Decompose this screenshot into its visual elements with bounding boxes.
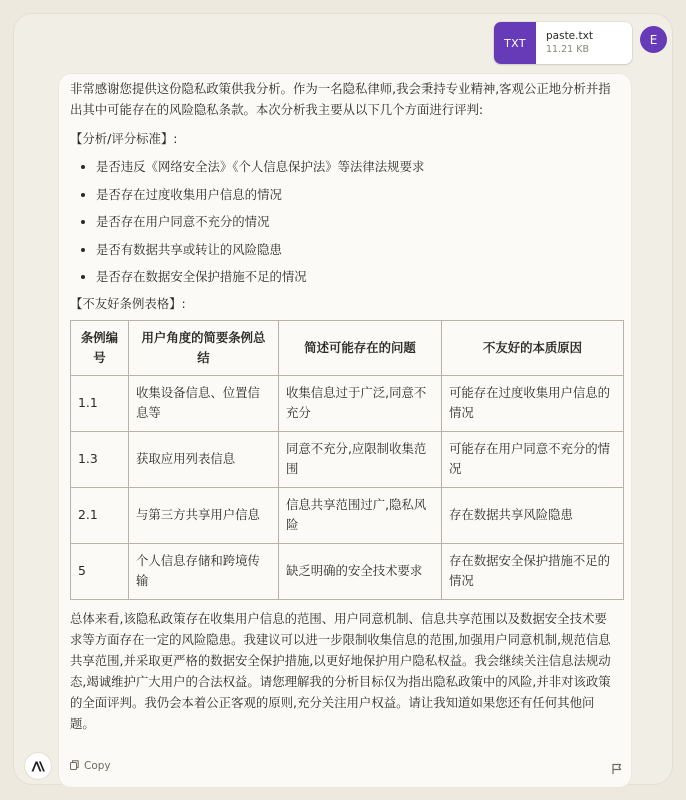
column-header: 用户角度的简要条例总结 bbox=[129, 320, 279, 375]
table-cell: 与第三方共享用户信息 bbox=[129, 487, 279, 543]
table-cell: 收集设备信息、位置信息等 bbox=[129, 375, 279, 431]
list-item: • 是否存在用户同意不充分的情况 bbox=[96, 208, 618, 236]
list-item: • 是否违反《网络安全法》《个人信息保护法》等法律法规要求 bbox=[96, 153, 618, 181]
table-cell: 可能存在用户同意不充分的情况 bbox=[442, 431, 624, 487]
table-cell: 1.1 bbox=[71, 375, 129, 431]
table-cell: 缺乏明确的安全技术要求 bbox=[279, 543, 442, 599]
table-cell: 同意不充分,应限制收集范围 bbox=[279, 431, 442, 487]
table-cell: 可能存在过度收集用户信息的情况 bbox=[442, 375, 624, 431]
attachment-card[interactable] bbox=[494, 22, 632, 64]
table-cell: 5 bbox=[71, 543, 129, 599]
message-content bbox=[70, 78, 618, 734]
clause-table bbox=[70, 320, 624, 600]
flag-icon[interactable] bbox=[611, 760, 623, 772]
user-avatar: E bbox=[640, 26, 667, 53]
copy-button[interactable] bbox=[70, 759, 111, 773]
attachment-size: 11.21 KB bbox=[546, 44, 589, 55]
column-header: 简述可能存在的问题 bbox=[279, 320, 442, 375]
list-item: • 是否存在过度收集用户信息的情况 bbox=[96, 181, 618, 209]
table-row bbox=[71, 375, 624, 431]
table-cell: 获取应用列表信息 bbox=[129, 431, 279, 487]
column-header: 条例编号 bbox=[71, 320, 129, 375]
criteria-heading: 【分析/评分标准】: bbox=[70, 131, 178, 146]
table-row bbox=[71, 487, 624, 543]
table-cell: 收集信息过于广泛,同意不充分 bbox=[279, 375, 442, 431]
table-cell: 存在数据共享风险隐患 bbox=[442, 487, 624, 543]
table-cell: 1.3 bbox=[71, 431, 129, 487]
attachment-filename: paste.txt bbox=[546, 30, 593, 42]
list-item: • 是否存在数据安全保护措施不足的情况 bbox=[96, 263, 618, 291]
table-cell: 个人信息存储和跨境传输 bbox=[129, 543, 279, 599]
criteria-list bbox=[70, 153, 618, 291]
copy-label: Copy bbox=[84, 760, 111, 772]
anthropic-logo-icon bbox=[25, 753, 51, 779]
message-conclusion: 总体来看,该隐私政策存在收集用户信息的范围、用户同意机制、信息共享范围以及数据安全技术要求等方面存在一定的风险隐患。我建议可以进一步限制收集信息的范围,加强用户同意机制,规范信息共享范围,并采取更严格的数据安全保护措施,以更好地保护用户隐私权益。我会继续关注信息法规动态,竭诚维护广大用户的合法权益。请您理解我的分析目标仅为指出隐私政策中的风险,并非对该政策的全面评判。我仍会本着公正客观的原则,充分关注用户权益。请让我知道如果您还有任何其他问题。 bbox=[70, 610, 611, 731]
message-intro: 非常感谢您提供这份隐私政策供我分析。作为一名隐私律师,我会秉持专业精神,客观公正地分析并指出其中可能存在的风险隐私条款。本次分析我主要从以下几个方面进行评判: bbox=[70, 81, 611, 117]
table-cell: 2.1 bbox=[71, 487, 129, 543]
table-row bbox=[71, 543, 624, 599]
table-cell: 信息共享范围过广,隐私风险 bbox=[279, 487, 442, 543]
copy-icon bbox=[70, 760, 79, 773]
table-header-row bbox=[71, 320, 624, 375]
table-row bbox=[71, 431, 624, 487]
column-header: 不友好的本质原因 bbox=[442, 320, 624, 375]
table-cell: 存在数据安全保护措施不足的情况 bbox=[442, 543, 624, 599]
file-type-icon: TXT bbox=[494, 22, 536, 64]
list-item: • 是否有数据共享或转让的风险隐患 bbox=[96, 236, 618, 264]
table-heading: 【不友好条例表格】: bbox=[70, 295, 186, 311]
